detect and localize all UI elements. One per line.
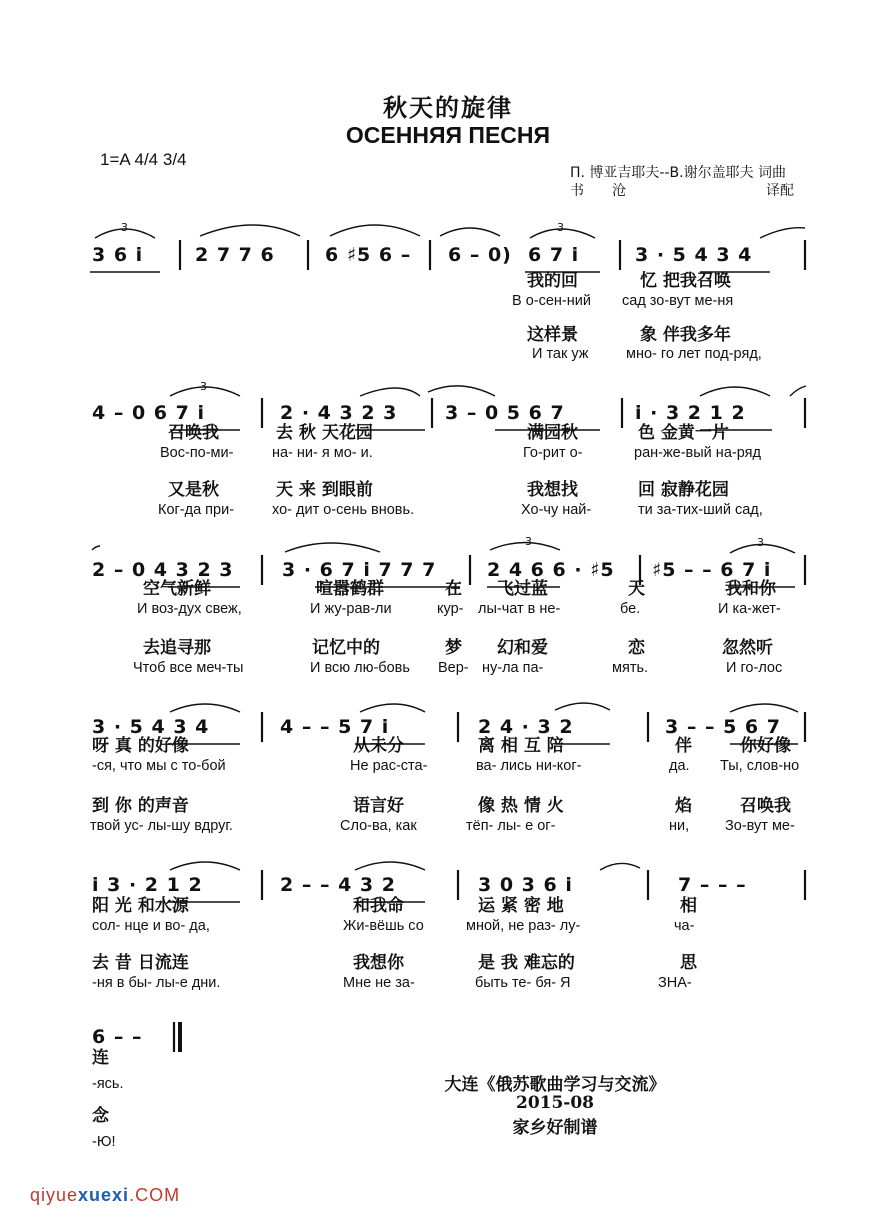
lyric-chinese: 念 bbox=[92, 1106, 109, 1126]
lyric-russian: ЗНА- bbox=[658, 975, 692, 991]
lyric-russian: мно- го лет под-ряд, bbox=[626, 346, 762, 362]
lyric-russian: Ты, слов-но bbox=[720, 758, 800, 774]
notation-measure: 4 – – 5 7 i bbox=[280, 716, 390, 738]
lyric-russian: Ког-да при- bbox=[158, 502, 235, 518]
notation-measure: 3 – 0 5 6 7 bbox=[445, 402, 565, 424]
notation-measure: 2 7 7 6 bbox=[195, 244, 275, 266]
lyric-chinese: 忆 把我召唤 bbox=[640, 271, 731, 291]
lyric-chinese: 恋 bbox=[628, 638, 645, 658]
lyric-chinese: 满园秋 bbox=[527, 423, 578, 443]
lyric-chinese: 色 金黄一片 bbox=[638, 423, 729, 443]
lyric-russian: И так уж bbox=[532, 346, 589, 362]
lyric-chinese: 阳 光 和水源 bbox=[92, 896, 189, 916]
lyric-russian: сад зо-вут ме-ня bbox=[622, 293, 734, 309]
lyric-chinese: 忽然听 bbox=[722, 638, 773, 658]
lyric-chinese: 象 伴我多年 bbox=[640, 325, 731, 345]
lyric-chinese: 召唤我 bbox=[168, 423, 219, 443]
lyric-chinese: 天 来 到眼前 bbox=[276, 480, 373, 500]
lyric-chinese: 回 寂静花园 bbox=[638, 480, 729, 500]
notation-measure: 3 · 5 4 3 4 bbox=[92, 716, 210, 738]
watermark-suffix: .COM bbox=[129, 1185, 181, 1205]
notation-measure: 3 · 5 4 3 4 bbox=[635, 244, 753, 266]
song-title-chinese: 秋天的旋律 bbox=[383, 93, 513, 122]
lyric-chinese: 伴 bbox=[675, 736, 692, 756]
lyric-chinese: 我想你 bbox=[353, 953, 404, 973]
lyric-russian: сол- нце и во- да, bbox=[92, 918, 210, 934]
lyric-chinese: 召唤我 bbox=[740, 796, 791, 816]
lyric-russian: -Ю! bbox=[92, 1134, 116, 1150]
lyric-russian: И всю лю-бовь bbox=[310, 660, 410, 676]
lyric-chinese: 焰 bbox=[675, 796, 692, 816]
lyric-chinese: 运 紧 密 地 bbox=[478, 896, 564, 916]
svg-text:3: 3 bbox=[757, 536, 764, 549]
lyric-chinese: 喧嚣鹤群 bbox=[316, 579, 384, 599]
composer-credit: П. 博亚吉耶夫--В.谢尔盖耶夫 词曲 bbox=[570, 165, 787, 181]
lyric-russian: -ся, что мы с то-бой bbox=[92, 758, 226, 774]
notation-measure: i · 3 2 1 2 bbox=[635, 402, 746, 424]
notation-measure: 4 – 0 6 7 i bbox=[92, 402, 205, 424]
lyric-russian: Вос-по-ми- bbox=[160, 445, 234, 461]
lyric-chinese: 和我命 bbox=[353, 896, 404, 916]
lyric-russian: бе. bbox=[620, 601, 641, 617]
notation-measure: 3 · 6 7 i 7 7 7 bbox=[282, 559, 437, 581]
svg-text:3: 3 bbox=[557, 221, 564, 234]
lyric-chinese: 又是秋 bbox=[168, 480, 219, 500]
notation-measure: 3 0 3 6 i bbox=[478, 874, 573, 896]
svg-text:3: 3 bbox=[121, 221, 128, 234]
lyric-chinese: 天 bbox=[628, 579, 645, 599]
lyric-chinese: 飞过蓝 bbox=[497, 579, 548, 599]
lyric-russian: мной, не раз- лу- bbox=[466, 918, 581, 934]
lyric-chinese: 这样景 bbox=[527, 325, 578, 345]
notation-measure: 2 · 4 3 2 3 bbox=[280, 402, 398, 424]
song-title-russian: ОСЕННЯЯ ПЕСНЯ bbox=[345, 122, 551, 148]
lyric-chinese: 思 bbox=[680, 953, 697, 973]
lyric-chinese: 我的回 bbox=[527, 271, 578, 291]
footer-date: 2015-08 bbox=[515, 1093, 595, 1113]
lyric-russian: Хо-чу най- bbox=[521, 502, 592, 518]
lyric-russian: быть те- бя- Я bbox=[475, 975, 571, 991]
lyric-chinese: 我想找 bbox=[527, 480, 578, 500]
lyric-russian: -ясь. bbox=[92, 1076, 124, 1092]
notation-measure: 2 4 6 6 · ♯5 bbox=[487, 559, 615, 581]
site-watermark bbox=[30, 1185, 180, 1206]
notation-measure: ♯5 – – 6 7 i bbox=[652, 559, 772, 581]
svg-text:3: 3 bbox=[200, 380, 207, 393]
lyric-russian: И ка-жет- bbox=[718, 601, 781, 617]
notation-measure: 7 – – – bbox=[678, 874, 747, 896]
notation-measure: 6 – 0) bbox=[448, 244, 512, 266]
notation-measure: 2 – – 4 3 2 bbox=[280, 874, 396, 896]
lyric-russian: ну-ла па- bbox=[482, 660, 544, 676]
footer-maker: 家乡好制谱 bbox=[512, 1118, 598, 1138]
lyric-russian: Мне не за- bbox=[343, 975, 415, 991]
lyric-chinese: 相 bbox=[680, 896, 697, 916]
lyric-russian: ран-же-вый на-ряд bbox=[634, 445, 761, 461]
lyric-russian: Вер- bbox=[438, 660, 469, 676]
lyric-russian: твой ус- лы-шу вдруг. bbox=[90, 818, 233, 834]
lyric-russian: на- ни- я мо- и. bbox=[272, 445, 373, 461]
lyric-chinese: 去 秋 天花园 bbox=[276, 423, 373, 443]
lyric-russian: И воз-дух свеж, bbox=[137, 601, 242, 617]
lyric-chinese: 连 bbox=[92, 1048, 109, 1068]
lyric-russian: В о-сен-ний bbox=[512, 293, 591, 309]
notation-measure: 6 ♯5 6 – bbox=[325, 244, 412, 266]
lyric-russian: Зо-вут ме- bbox=[725, 818, 795, 834]
lyric-chinese: 在 bbox=[445, 579, 462, 599]
lyric-russian: ва- лись ни-ког- bbox=[476, 758, 582, 774]
lyric-russian: Сло-ва, как bbox=[340, 818, 417, 834]
lyric-chinese: 你好像 bbox=[740, 736, 791, 756]
lyric-chinese: 去 昔 日流连 bbox=[92, 953, 189, 973]
translator-credit: 书 沧 译配 bbox=[570, 183, 794, 199]
notation-measure: 3 – – 5 6 7 bbox=[665, 716, 781, 738]
lyric-chinese: 从未分 bbox=[353, 736, 404, 756]
svg-text:3: 3 bbox=[525, 535, 532, 548]
lyric-chinese: 离 相 互 陪 bbox=[478, 736, 564, 756]
lyric-chinese: 幻和爱 bbox=[497, 638, 548, 658]
lyric-russian: мять. bbox=[612, 660, 649, 676]
lyric-chinese: 语言好 bbox=[353, 796, 404, 816]
lyric-russian: ча- bbox=[674, 918, 695, 934]
lyric-russian: да. bbox=[669, 758, 690, 774]
lyric-russian: Чтоб все меч-ты bbox=[133, 660, 244, 676]
notation-measure: 6 7 i bbox=[528, 244, 580, 266]
lyric-chinese: 去追寻那 bbox=[143, 638, 211, 658]
lyric-chinese: 空气新鲜 bbox=[143, 579, 211, 599]
lyric-chinese: 我和你 bbox=[725, 579, 776, 599]
notation-measure: 3 6 i bbox=[92, 244, 144, 266]
lyric-chinese: 呀 真 的好像 bbox=[92, 736, 189, 756]
lyric-chinese: 梦 bbox=[445, 638, 462, 658]
lyric-chinese: 是 我 难忘的 bbox=[478, 953, 575, 973]
lyric-russian: лы-чат в не- bbox=[478, 601, 561, 617]
watermark-prefix: qiyue bbox=[30, 1185, 79, 1205]
lyric-russian: И го-лос bbox=[726, 660, 783, 676]
lyric-chinese: 像 热 情 火 bbox=[478, 796, 564, 816]
lyric-russian: Го-рит о- bbox=[523, 445, 583, 461]
notation-measure: 2 4 · 3 2 bbox=[478, 716, 574, 738]
lyric-russian: Жи-вёшь со bbox=[343, 918, 424, 934]
lyric-chinese: 到 你 的声音 bbox=[92, 796, 189, 816]
lyric-russian: ни, bbox=[669, 818, 690, 834]
lyric-russian: -ня в бы- лы-е дни. bbox=[92, 975, 221, 991]
footer-source: 大连《俄苏歌曲学习与交流》 bbox=[444, 1075, 666, 1095]
lyric-russian: И жу-рав-ли bbox=[310, 601, 392, 617]
lyric-chinese: 记忆中的 bbox=[312, 638, 380, 658]
key-signature: 1=A 4/4 3/4 bbox=[100, 150, 187, 169]
notation-measure: i 3 · 2 1 2 bbox=[92, 874, 203, 896]
lyric-russian: Не рас-ста- bbox=[350, 758, 428, 774]
lyric-russian: хо- дит о-сень вновь. bbox=[272, 502, 415, 518]
lyric-russian: тёп- лы- е ог- bbox=[466, 818, 556, 834]
lyric-russian: кур- bbox=[437, 601, 464, 617]
lyric-russian: ти за-тих-ший сад, bbox=[638, 502, 763, 518]
notation-measure: 2 – 0 4 3 2 3 bbox=[92, 559, 234, 581]
watermark-middle: xuexi bbox=[78, 1185, 130, 1205]
notation-measure: 6 – – bbox=[92, 1026, 143, 1048]
